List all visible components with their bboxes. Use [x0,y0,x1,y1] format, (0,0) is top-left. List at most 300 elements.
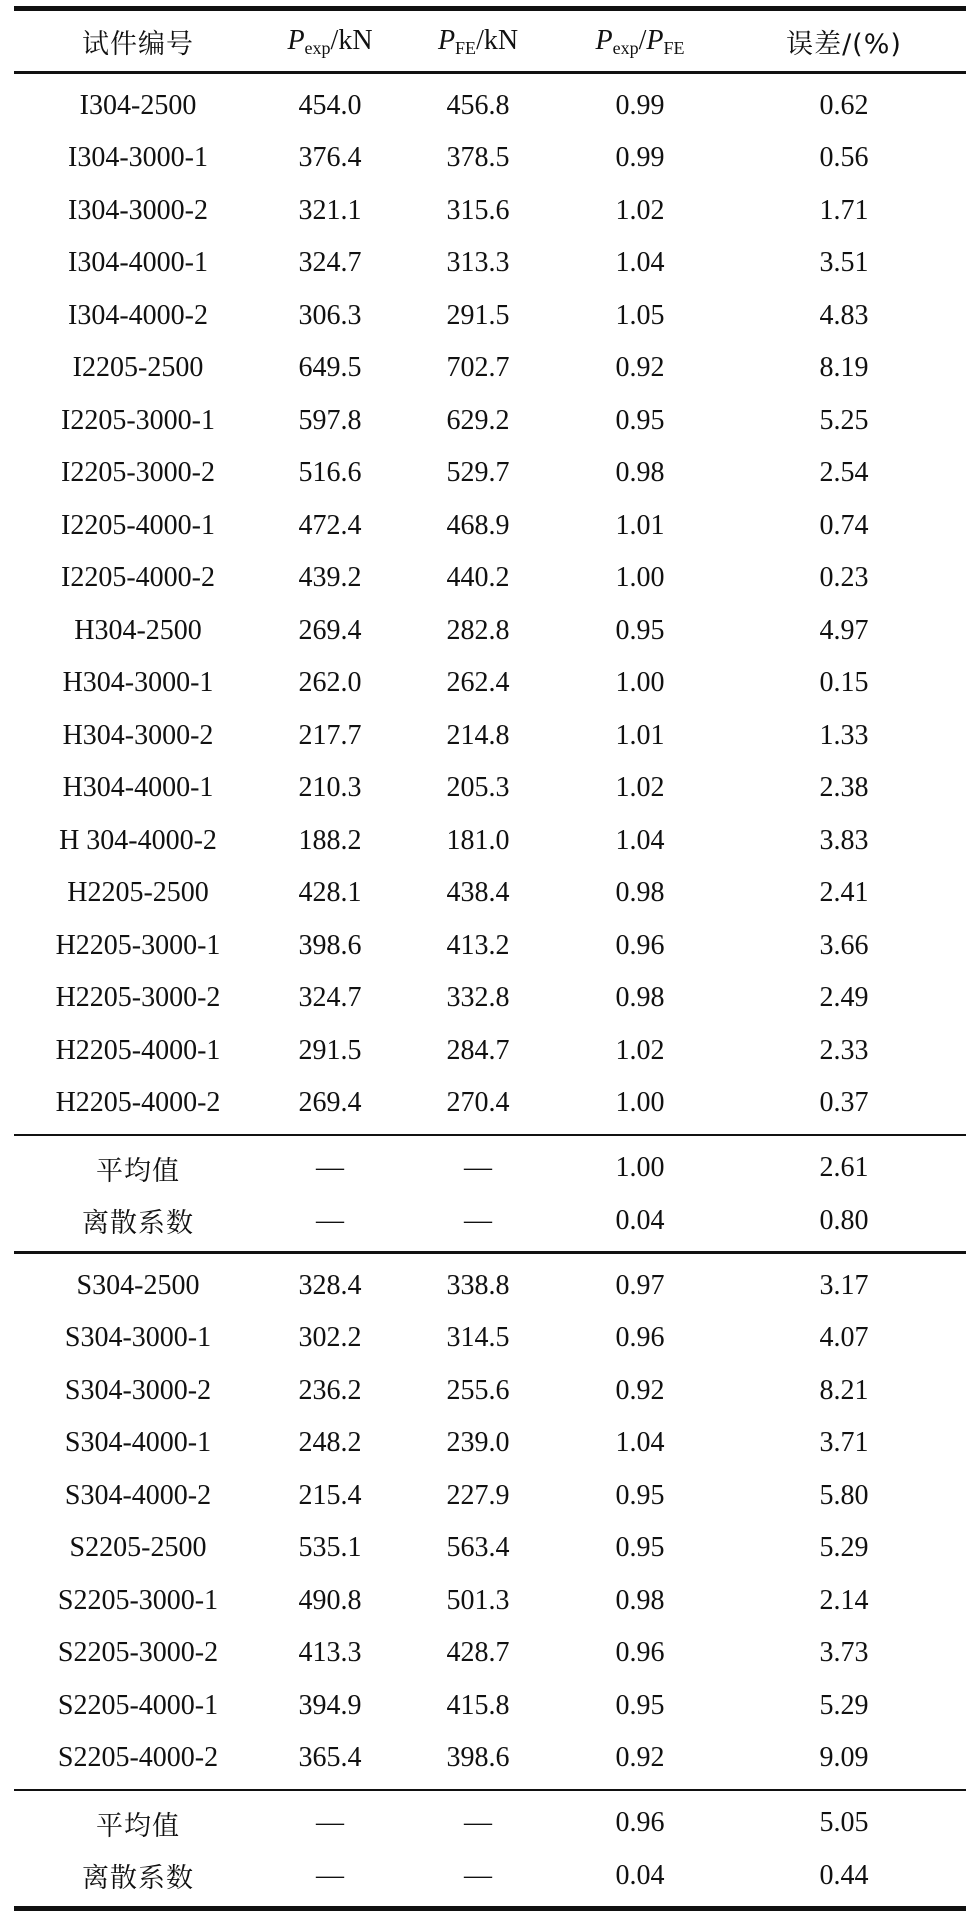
table-cell [722,1087,966,1119]
table-cell [262,300,398,332]
table-cell [722,142,966,174]
cell-text: 324.7 [298,982,362,1014]
table-cell [558,1322,722,1354]
header-specimen-id: 试件编号 [82,28,194,60]
cell-text: 0.98 [615,457,665,489]
cell-text: 398.6 [298,929,362,961]
cell-text: S304-2500 [76,1269,200,1301]
cell-text: — [464,1204,492,1236]
table-row [14,1077,966,1130]
table-row [14,1417,966,1470]
table-cell [722,772,966,804]
cell-text: 0.74 [819,509,869,541]
table-cell [14,510,262,542]
cell-text: 0.56 [819,142,869,174]
cell-text: 3.51 [819,247,869,279]
table-cell [262,195,398,227]
table-cell [262,615,398,647]
table-row [14,762,966,815]
cell-text: 2.41 [819,877,869,909]
cell-text: 188.2 [298,824,362,856]
cell-text: 291.5 [298,1034,362,1066]
table-cell [14,1035,262,1067]
table-cell [262,667,398,699]
table-cell [722,562,966,594]
cell-text: 239.0 [446,1427,510,1459]
cell-text: 1.01 [615,509,665,541]
table-cell [398,1270,558,1302]
table-cell [398,352,558,384]
table-cell [722,615,966,647]
cell-text: — [316,1204,344,1236]
cell-text: 394.9 [298,1689,362,1721]
table-row [14,395,966,448]
cell-text: 205.3 [446,772,510,804]
cell-text: — [316,1807,344,1839]
cell-text: 0.96 [615,929,665,961]
cell-text: — [464,1807,492,1839]
stats-row [14,1142,966,1195]
cell-text: H 304-4000-2 [59,824,217,856]
table-row [14,605,966,658]
table-cell [398,667,558,699]
group-1-body [14,74,966,1134]
table-cell [722,510,966,542]
cell-text: 181.0 [446,824,510,856]
cell-text: 3.71 [819,1427,869,1459]
cell-text: 5.29 [819,1532,869,1564]
table-row [14,500,966,553]
table-cell [398,1375,558,1407]
table-cell [558,1742,722,1774]
table-row [14,920,966,973]
table-cell [398,1742,558,1774]
table-cell [14,1270,262,1302]
cell-text: 0.96 [615,1637,665,1669]
table-cell [722,1270,966,1302]
table-cell [398,300,558,332]
table-cell [722,195,966,227]
table-row [14,1260,966,1313]
table-cell [722,1860,966,1892]
cell-text: 4.07 [819,1322,869,1354]
table-cell [14,772,262,804]
cell-text: 0.15 [819,667,869,699]
cell-text: 3.73 [819,1637,869,1669]
table-cell [262,1427,398,1459]
table-cell [558,772,722,804]
cell-text: H2205-3000-1 [55,929,221,961]
cell-text: 1.01 [615,719,665,751]
cell-text: 649.5 [298,352,362,384]
table-cell [722,1322,966,1354]
table-cell [262,1087,398,1119]
cell-text: I304-4000-1 [68,247,208,279]
cell-text: — [316,1152,344,1184]
cell-text: 413.2 [446,929,510,961]
cell-text: 2.54 [819,457,869,489]
table-cell [722,352,966,384]
table-cell [262,1807,398,1839]
table-cell [558,1205,722,1237]
cell-text: 378.5 [446,142,510,174]
cell-text: 3.83 [819,824,869,856]
cell-text: — [464,1152,492,1184]
table-cell [558,1637,722,1669]
table-cell [14,1087,262,1119]
cell-text: 1.00 [615,1087,665,1119]
cell-text: — [464,1859,492,1891]
cell-text: 1.04 [615,1427,665,1459]
cell-text: 1.00 [615,1152,665,1184]
cell-text: 0.92 [615,1742,665,1774]
cell-text: I2205-2500 [72,352,204,384]
table-cell [14,720,262,752]
cell-text: 1.05 [615,299,665,331]
cell-text: 215.4 [298,1479,362,1511]
table-cell [398,1690,558,1722]
cell-text: 5.25 [819,404,869,436]
table-cell [722,1035,966,1067]
cell-text: 1.00 [615,667,665,699]
table-cell [398,247,558,279]
table-cell [722,1637,966,1669]
table-row [14,815,966,868]
table-cell [262,1532,398,1564]
table-cell [398,1322,558,1354]
table-cell [558,300,722,332]
table-cell [722,1205,966,1237]
table-cell [14,1690,262,1722]
table-row [14,1470,966,1523]
cell-text: H2205-2500 [67,877,209,909]
table-cell [722,90,966,122]
cell-text: 428.7 [446,1637,510,1669]
cell-text: 1.33 [819,719,869,751]
header-ratio: $P_{exp}/P_{FE}$ [595,25,685,58]
table-cell [558,1690,722,1722]
table-row [14,552,966,605]
cell-text: 5.80 [819,1479,869,1511]
cell-text: 0.44 [819,1859,869,1891]
cell-text: 415.8 [446,1689,510,1721]
table-cell [14,1532,262,1564]
table-cell [14,982,262,1014]
cell-text: 214.8 [446,719,510,751]
cell-text: 262.0 [298,667,362,699]
cell-text: S304-4000-1 [64,1427,212,1459]
table-cell [558,982,722,1014]
stats-row [14,1850,966,1903]
cell-text: 328.4 [298,1269,362,1301]
table-cell [262,1480,398,1512]
table-cell [398,825,558,857]
table-cell [14,352,262,384]
cell-text: 0.92 [615,1374,665,1406]
table-cell [262,772,398,804]
cell-text: 282.8 [446,614,510,646]
cell-text: I304-3000-1 [68,142,208,174]
cell-text: 0.98 [615,1584,665,1616]
bottom-rule [14,1906,966,1911]
cell-text: H304-2500 [74,614,202,646]
cell-text: 1.04 [615,247,665,279]
table-cell [722,1427,966,1459]
stats-row [14,1797,966,1850]
table-row [14,972,966,1025]
table-cell [398,1860,558,1892]
cell-text: 248.2 [298,1427,362,1459]
table-cell [398,1427,558,1459]
cell-text: 365.4 [298,1742,362,1774]
cell-text: 5.05 [819,1807,869,1839]
cell-text: 440.2 [446,562,510,594]
table-cell [558,457,722,489]
table-cell [722,667,966,699]
cell-text: 0.99 [615,89,665,121]
cell-text: 501.3 [446,1584,510,1616]
table-cell [398,457,558,489]
table-cell [262,1270,398,1302]
table-cell [722,247,966,279]
table-cell [722,1742,966,1774]
table-cell [558,1532,722,1564]
table-cell [398,615,558,647]
cell-text: 0.80 [819,1204,869,1236]
table-cell [398,877,558,909]
cell-text: 0.96 [615,1322,665,1354]
table-cell [558,1087,722,1119]
cell-text: 离散系数 [82,1208,194,1240]
cell-text: 456.8 [446,89,510,121]
cell-text: 314.5 [446,1322,510,1354]
cell-text: 324.7 [298,247,362,279]
cell-text: 8.21 [819,1374,869,1406]
table-cell [262,510,398,542]
cell-text: 629.2 [446,404,510,436]
cell-text: 5.29 [819,1689,869,1721]
cell-text: 0.99 [615,142,665,174]
table-cell [722,1807,966,1839]
cell-text: 1.71 [819,194,869,226]
cell-text: 2.33 [819,1034,869,1066]
cell-text: 9.09 [819,1742,869,1774]
cell-text: H2205-4000-2 [55,1087,221,1119]
table-cell [14,825,262,857]
cell-text: 0.98 [615,877,665,909]
cell-text: 291.5 [446,299,510,331]
table-cell [722,1152,966,1184]
cell-text: S304-3000-1 [64,1322,212,1354]
cell-text: 1.04 [615,824,665,856]
table-cell [14,615,262,647]
table-cell [14,1322,262,1354]
table-cell [398,772,558,804]
table-cell [262,142,398,174]
cell-text: H304-4000-1 [62,772,214,804]
table-cell [14,300,262,332]
table-cell [14,1585,262,1617]
cell-text: I2205-4000-1 [61,509,215,541]
table-row [14,80,966,133]
cell-text: 398.6 [446,1742,510,1774]
cell-text: 2.61 [819,1152,869,1184]
cell-text: 0.95 [615,1689,665,1721]
table-cell [558,615,722,647]
table-cell [262,247,398,279]
cell-text: 306.3 [298,299,362,331]
table-cell [398,1637,558,1669]
cell-text: 321.1 [298,194,362,226]
table-cell [262,352,398,384]
table-cell [558,510,722,542]
cell-text: 离散系数 [82,1863,194,1895]
cell-text: 217.7 [298,719,362,751]
table-cell [558,1480,722,1512]
table-cell [398,90,558,122]
cell-text: 269.4 [298,614,362,646]
cell-text: 236.2 [298,1374,362,1406]
table-cell [14,1637,262,1669]
table-cell [398,195,558,227]
table-cell [14,1375,262,1407]
table-cell [398,405,558,437]
table-row [14,237,966,290]
table-cell [14,405,262,437]
cell-text: 0.95 [615,614,665,646]
table-cell [558,877,722,909]
cell-text: 2.38 [819,772,869,804]
cell-text: S2205-3000-1 [57,1584,219,1616]
cell-text: I2205-3000-1 [61,404,215,436]
cell-text: 516.6 [298,457,362,489]
table-row [14,1627,966,1680]
table-row [14,1522,966,1575]
table-cell [558,1152,722,1184]
table-cell [398,562,558,594]
cell-text: 269.4 [298,1087,362,1119]
table-cell [262,982,398,1014]
table-cell [262,930,398,962]
table-cell [14,90,262,122]
table-cell [262,90,398,122]
cell-text: 1.02 [615,194,665,226]
stats-row [14,1195,966,1248]
cell-text: H304-3000-2 [62,719,214,751]
table-cell [14,457,262,489]
table-cell [14,1804,262,1843]
cell-text: 3.66 [819,929,869,961]
table-cell [558,1427,722,1459]
table-cell [722,1690,966,1722]
table-cell [14,1480,262,1512]
table-cell [262,1205,398,1237]
table-cell [14,930,262,962]
table-row [14,342,966,395]
table-cell [398,930,558,962]
cell-text: 4.97 [819,614,869,646]
table-cell [558,142,722,174]
table-row [14,447,966,500]
cell-text: 413.3 [298,1637,362,1669]
table-row [14,132,966,185]
table-cell [398,1807,558,1839]
cell-text: 262.4 [446,667,510,699]
table-cell [14,667,262,699]
table-header-row [14,11,966,71]
cell-text: I304-2500 [79,89,197,121]
table-cell [398,1087,558,1119]
cell-text: 0.95 [615,1532,665,1564]
table-cell [262,1860,398,1892]
table-cell [558,825,722,857]
cell-text: 4.83 [819,299,869,331]
cell-text: 472.4 [298,509,362,541]
table-cell [14,562,262,594]
table-cell [262,1742,398,1774]
table-cell [14,247,262,279]
cell-text: 454.0 [298,89,362,121]
cell-text: 0.04 [615,1859,665,1891]
table-cell [558,195,722,227]
table-cell [722,1375,966,1407]
cell-text: H2205-4000-1 [55,1034,221,1066]
results-table [14,6,966,1911]
cell-text: 0.97 [615,1269,665,1301]
cell-text: 376.4 [298,142,362,174]
table-cell [558,667,722,699]
cell-text: 255.6 [446,1374,510,1406]
table-cell [262,1152,398,1184]
cell-text: 702.7 [446,352,510,384]
cell-text: 1.00 [615,562,665,594]
table-cell [262,405,398,437]
cell-text: S2205-4000-1 [57,1689,219,1721]
cell-text: S2205-2500 [69,1532,207,1564]
header-p-exp: $P_{exp}/kN$ [287,25,373,58]
cell-text: 1.02 [615,1034,665,1066]
table-cell [14,1742,262,1774]
table-cell [262,1690,398,1722]
table-cell [722,1480,966,1512]
table-cell [398,982,558,1014]
table-cell [398,142,558,174]
table-cell [558,562,722,594]
cell-text: 0.98 [615,982,665,1014]
table-cell [722,877,966,909]
cell-text: S2205-4000-2 [57,1742,219,1774]
table-cell [558,1035,722,1067]
table-cell [722,300,966,332]
table-cell [558,405,722,437]
header-error: 误差/(%) [786,28,902,60]
table-cell [722,1532,966,1564]
table-cell [398,1532,558,1564]
group-1-stats [14,1136,966,1251]
table-cell [398,1585,558,1617]
cell-text: 284.7 [446,1034,510,1066]
cell-text: 535.1 [298,1532,362,1564]
table-row [14,290,966,343]
cell-text: I2205-3000-2 [61,457,215,489]
table-cell [722,720,966,752]
table-row [14,1732,966,1785]
cell-text: — [316,1859,344,1891]
cell-text: 0.92 [615,352,665,384]
cell-text: 0.04 [615,1204,665,1236]
cell-text: 0.95 [615,1479,665,1511]
cell-text: 270.4 [446,1087,510,1119]
